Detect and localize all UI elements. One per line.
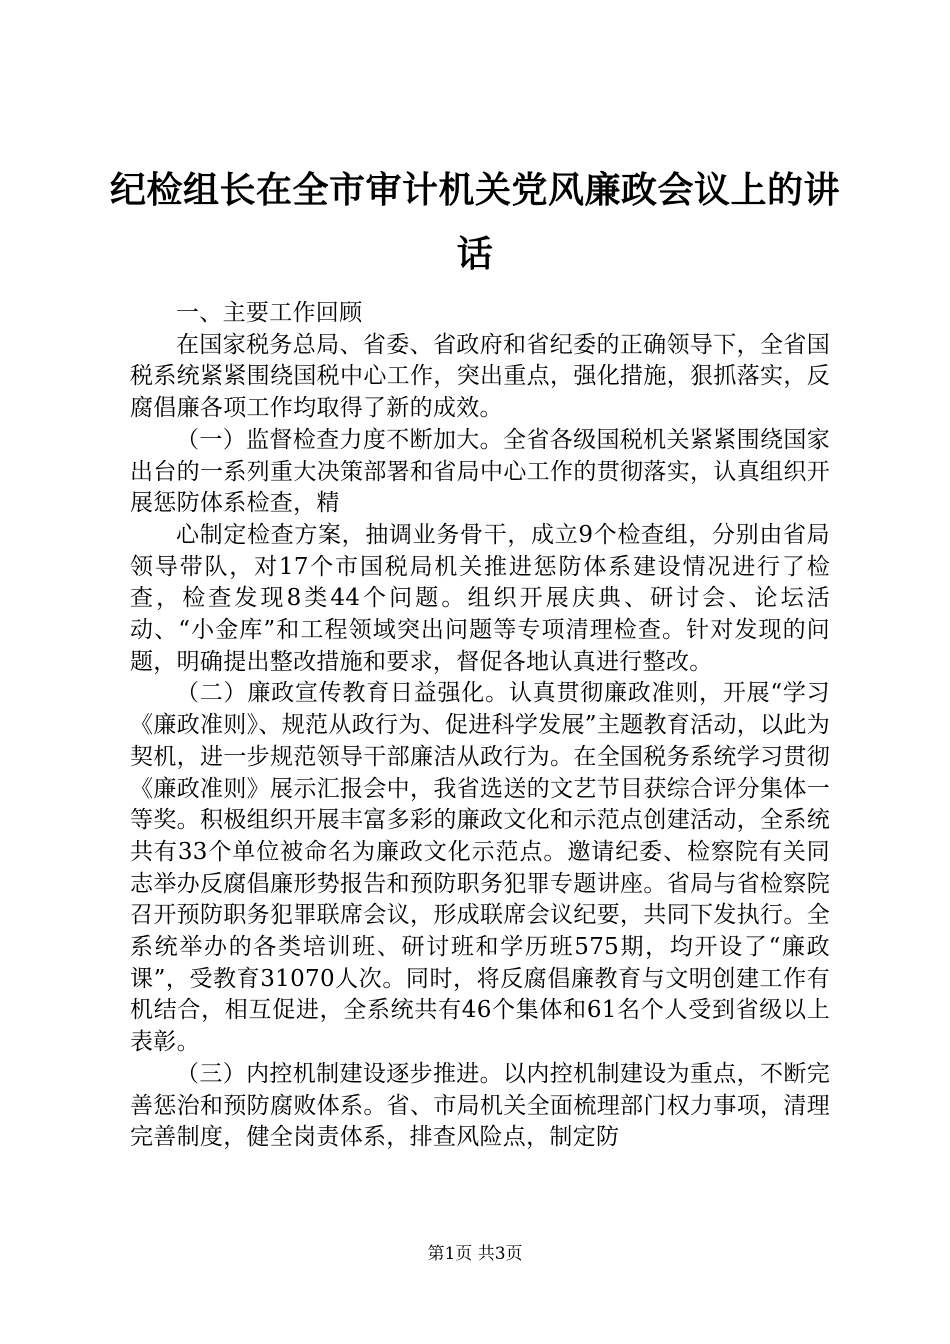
section-heading: 一、主要工作回顾 xyxy=(176,300,363,326)
paragraph: （三）内控机制建设逐步推进。以内控机制建设为重点，不断完善惩治和预防腐败体系。省、市局机关全面梳理部门权力事项，清理完善制度，健全岗责体系，排查风险点，制定防 xyxy=(130,1060,830,1151)
paragraph: 心制定检查方案，抽调业务骨干，成立9个检查组，分别由省局领导带队，对17个市国税局机关推进惩防体系建设情况进行了检查，检查发现8类44个问题。组织开展庆典、研讨会、论坛活动、“小金库”和工程领域突出问题等专项清理检查。针对发现的问题，明确提出整改措施和要求，督促各地认真进行整改。 xyxy=(130,521,830,675)
document-body xyxy=(130,298,830,1154)
paragraph: （一）监督检查力度不断加大。全省各级国税机关紧紧围绕国家出台的一系列重大决策部署和省局中心工作的贯彻落实，认真组织开展惩防体系检查，精 xyxy=(130,426,830,517)
page-footer: 第1页 共3页 xyxy=(427,1244,523,1264)
paragraph: （二）廉政宣传教育日益强化。认真贯彻廉政准则，开展“学习《廉政准则》、规范从政行为、促进科学发展”主题教育活动，以此为契机，进一步规范领导干部廉洁从政行为。在全国税务系统学习贯彻《廉政准则》展示汇报会中，我省选送的文艺节目获综合评分集体一等奖。积极组织开展丰富多彩的廉政文化和示范点创建活动，全系统共有33个单位被命名为廉政文化示范点。邀请纪委、检察院有关同志举办反腐倡廉形势报告和预防职务犯罪专题讲座。省局与省检察院召开预防职务犯罪联席会议，形成联席会议纪要，共同下发执行。全系统举办的各类培训班、研讨班和学历班575期，均开设了“廉政课”，受教育31070人次。同时，将反腐倡廉教育与文明创建工作有机结合，相互促进，全系统共有46个集体和61名个人受到省级以上表彰。 xyxy=(130,680,830,1056)
paragraph: 在国家税务总局、省委、省政府和省纪委的正确领导下，全省国税系统紧紧围绕国税中心工作，突出重点，强化措施，狠抓落实，反腐倡廉各项工作均取得了新的成效。 xyxy=(130,331,830,422)
document-title: 纪检组长在全市审计机关党风廉政会议上的讲话 xyxy=(109,169,840,275)
